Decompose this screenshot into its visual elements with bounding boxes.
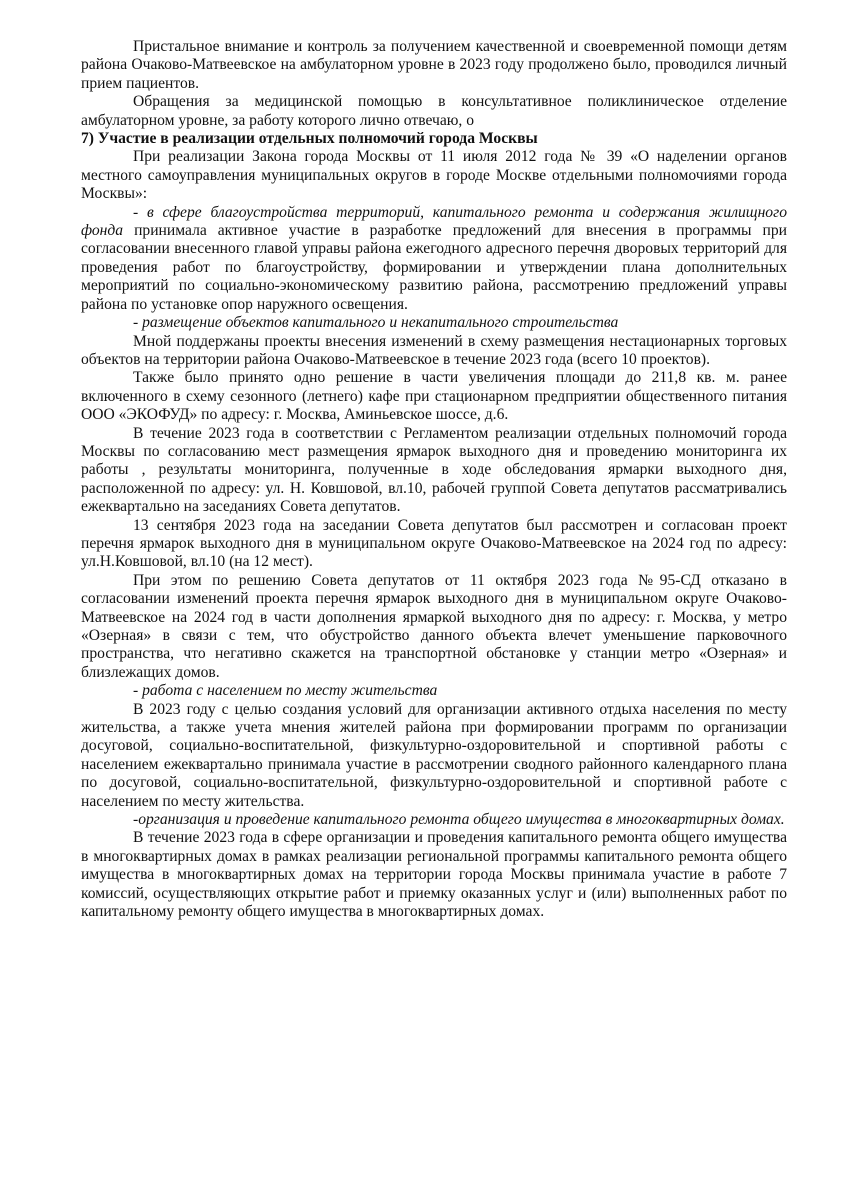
paragraph-children-care: Пристальное внимание и контроль за получением качественной и своевременной помощи детям района Очаково-Матвеевское на амбулаторном уровне в 2023 году продолжено было, проводился личный прием пациентов. bbox=[81, 38, 787, 92]
paragraph-fair-refusal: При этом по решению Совета депутатов от 11 октября 2023 года №95-СД отказано в согласовании изменений проекта перечня ярмарок выходного дня в муниципальном округе Очаково-Матвеевское на 2024 год в части дополнения ярмаркой выходного дня по адресу: г. Москва, у метро «Озерная» в связи с тем, что обустройство данного объекта влечет уменьшение парковочного пространства, что негативно скажется на транспортной обстановке у станции метро «Озерная» и близлежащих домов. bbox=[81, 571, 787, 681]
section-heading: 7) Участие в реализации отдельных полномочий города Москвы bbox=[81, 130, 538, 148]
paragraph-improvement bbox=[81, 204, 787, 314]
paragraph-consultations: Обращения за медицинской помощью в консультативное поликлиническое отделение амбулаторном уровне, за работу которого лично отвечаю, о bbox=[81, 93, 787, 129]
improvement-text: принимала активное участие в разработке предложений для внесения в программы при согласовании внесенного главой управы района ежегодного адресного перечня дворовых территорий для проведения работ по благоустройству, формировании и утверждении плана дополнительных мероприятий по социально-экономическому развитию района, рассмотрению предложений управы района по установке опор наружного освещения. bbox=[81, 222, 787, 313]
paragraph-fair-approval: 13 сентября 2023 года на заседании Совета депутатов был рассмотрен и согласован проект перечня ярмарок выходного дня в муниципальном округе Очаково-Матвеевское на 2024 год по адресу: ул.Н.Ковшовой, вл.10 (на 12 мест). bbox=[81, 516, 787, 571]
subheading-capital-repair: -организация и проведение капитального ремонта общего имущества в многоквартирных домах. bbox=[133, 811, 785, 829]
improvement-subheading: - в сфере благоустройства территорий, капитального ремонта и содержания жилищного фонда bbox=[81, 203, 787, 240]
paragraph-capital-repair: В течение 2023 года в сфере организации и проведения капитального ремонта общего имущества в многоквартирных домах в рамках реализации региональной программы капитального ремонта общего имущества в многоквартирных домах на территории города Москвы принимала участие в работе 7 комиссий, осуществляющих открытие работ и приемку оказанных услуг и (или) выполненных работ по капитальному ремонту общего имущества в многоквартирных домах. bbox=[81, 829, 787, 921]
paragraph-trade-objects: Мной поддержаны проекты внесения изменений в схему размещения нестационарных торговых объектов на территории района Очаково-Матвеевское в течение 2023 года (всего 10 проектов). bbox=[81, 332, 787, 368]
subheading-residents-work: - работа с населением по месту жительства bbox=[133, 682, 438, 700]
document-page bbox=[81, 38, 787, 922]
paragraph-fairs-monitoring: В течение 2023 года в соответствии с Регламентом реализации отдельных полномочий города Москвы по согласованию мест размещения ярмарок выходного дня и проведению мониторинга их работы , результаты мониторинга, полученные в ходе обследования ярмарки выходного дня, расположенной по адресу: ул. Н. Ковшовой, вл.10, рабочей группой Совета депутатов рассматривались ежеквартально на заседаниях Совета депутатов. bbox=[81, 424, 787, 516]
paragraph-cafe-decision: Также было принято одно решение в части увеличения площади до 211,8 кв. м. ранее включенного в схему сезонного (летнего) кафе при стационарном предприятии общественного питания ООО «ЭКОФУД» по адресу: г. Москва, Аминьевское шоссе, д.6. bbox=[81, 369, 787, 424]
subheading-construction: - размещение объектов капитального и некапитального строительства bbox=[133, 314, 619, 332]
paragraph-law-intro: При реализации Закона города Москвы от 11 июля 2012 года № 39 «О наделении органов местного самоуправления муниципальных округов в городе Москве отдельными полномочиями города Москвы»: bbox=[81, 148, 787, 203]
paragraph-leisure: В 2023 году с целью создания условий для организации активного отдыха населения по месту жительства, а также учета мнения жителей района при формировании программ по организации досуговой, социально-воспитательной, физкультурно-оздоровительной и спортивной работы с населением ежеквартально принимала участие в рассмотрении сводного районного календарного плана по досуговой, социально-воспитательной, физкультурно-оздоровительной и спортивной работе с населением по месту жительства. bbox=[81, 700, 787, 810]
